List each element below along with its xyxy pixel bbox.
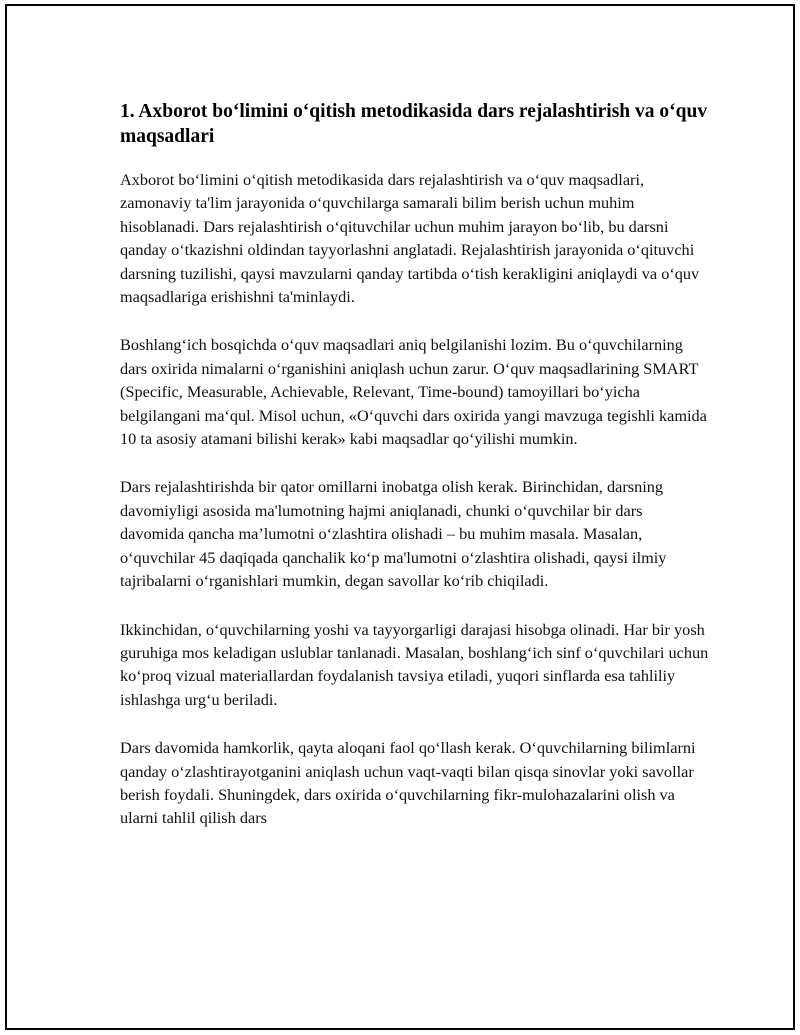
document-heading: 1. Axborot bo‘limini o‘qitish metodikasida dars rejalashtirish va o‘quv maqsadlari	[120, 101, 708, 147]
document-body	[120, 99, 710, 855]
paragraph-2: Boshlang‘ich bosqichda o‘quv maqsadlari aniq belgilanishi lozim. Bu o‘quvchilarning dars oxirida nimalarni o‘rganishini aniqlash uchun zarur. O‘quv maqsadlarining SMART (Specific, Measurable, Achievable, Relevant, Time-bound) tamoyillari bo‘yicha belgilangani ma‘qul. Misol uchun, «O‘quvchi dars oxirida yangi mavzuga tegishli kamida 10 ta asosiy atamani bilishi kerak» kabi maqsadlar qo‘yilishi mumkin.	[120, 335, 707, 449]
paragraph-1: Axborot bo‘limini o‘qitish metodikasida dars rejalashtirish va o‘quv maqsadlari, zamonaviy ta'lim jarayonida o‘quvchilarga samarali bilim berish uchun muhim hisoblanadi. Dars rejalashtirish o‘qituvchilar uchun muhim jarayon bo‘lib, bu darsni qanday o‘tkazishni oldindan tayyorlashni anglatadi. Rejalashtirish jarayonida o‘qituvchi darsning tuzilishi, qaysi mavzularni qanday tartibda o‘tish kerakligini aniqlaydi va o‘quv maqsadlariga erishishni ta'minlaydi.	[120, 170, 700, 307]
paragraph-5: Dars davomida hamkorlik, qayta aloqani faol qo‘llash kerak. O‘quvchilarning bilimlarni qanday o‘zlashtirayotganini aniqlash uchun vaqt-vaqti bilan qisqa sinovlar yoki savollar berish foydali. Shuningdek, dars oxirida o‘quvchilarning fikr-mulohazalarini olish va ularni tahlil qilish dars	[120, 738, 696, 828]
page-frame	[5, 4, 795, 1030]
paragraph-3: Dars rejalashtirishda bir qator omillarni inobatga olish kerak. Birinchidan, darsning davomiyligi asosida ma'lumotning hajmi aniqlanadi, chunki o‘quvchilar bir dars davomida qancha ma’lumotni o‘zlashtira olishadi – bu muhim masala. Masalan, o‘quvchilar 45 daqiqada qanchalik ko‘p ma'lumotni o‘zlashtira olishadi, qaysi ilmiy tajribalarni o‘rganishlari mumkin, degan savollar ko‘rib chiqiladi.	[120, 477, 667, 591]
paragraph-4: Ikkinchidan, o‘quvchilarning yoshi va tayyorgarligi darajasi hisobga olinadi. Har bir yosh guruhiga mos keladigan uslublar tanlanadi. Masalan, boshlang‘ich sinf o‘quvchilari uchun ko‘proq vizual materiallardan foydalanish tavsiya etiladi, yuqori sinflarda esa tahliliy ishlashga urg‘u beriladi.	[120, 619, 709, 709]
